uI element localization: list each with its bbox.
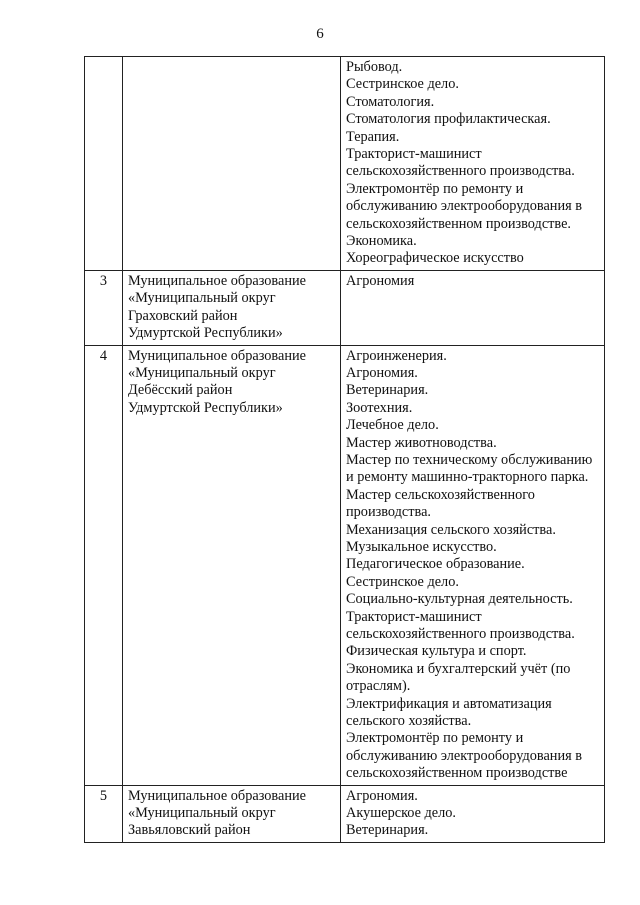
specialty-item: Агрономия.: [346, 364, 418, 381]
specialty-item: Лечебное дело.: [346, 417, 439, 434]
district-name-line: Муниципальное образование: [128, 347, 306, 364]
specialty-item: Социально-культурная деятельность.: [346, 591, 573, 608]
district-name-line: Муниципальное образование: [128, 272, 306, 289]
district-name-line: «Муниципальный округ: [128, 805, 276, 822]
specialty-item: Зоотехния.: [346, 399, 413, 416]
table-row: [85, 57, 605, 271]
specialty-item: Тракторист-машинист сельскохозяйственного производства.: [346, 608, 575, 642]
specialty-item: Стоматология.: [346, 93, 435, 110]
table-row: [85, 345, 605, 785]
specialty-item: Педагогическое образование.: [346, 556, 525, 573]
specialty-item: Музыкальное искусство.: [346, 538, 497, 555]
district-name-line: Дебёсский район: [128, 382, 233, 399]
specialty-item: Мастер животноводства.: [346, 434, 497, 451]
page-number: 6: [316, 26, 324, 42]
specialty-item: Мастер сельскохозяйственного производства.: [346, 486, 535, 521]
specialties-cell: [341, 57, 605, 271]
district-name-line: «Муниципальный округ: [128, 290, 276, 307]
district-name-cell: [123, 57, 341, 271]
district-name-line: Удмуртской Республики»: [128, 399, 283, 416]
specialty-item: Экономика и бухгалтерский учёт (по отраслям).: [346, 660, 571, 695]
specialty-item: Акушерское дело.: [346, 805, 457, 822]
district-name-line: Муниципальное образование: [128, 787, 306, 804]
specialty-item: Электромонтёр по ремонту и обслуживанию электрооборудования в сельскохозяйственном производстве.: [346, 180, 583, 232]
specialty-item: Стоматология профилактическая.: [346, 111, 551, 128]
specialties-cell: [341, 345, 605, 785]
district-name-cell: [123, 270, 341, 345]
district-name-cell: [123, 785, 341, 842]
specialty-item: Агрономия.: [346, 787, 418, 804]
specialty-item: Агрономия: [346, 272, 415, 289]
row-number-cell: 3: [85, 270, 123, 345]
specialty-item: Рыбовод.: [346, 59, 403, 75]
districts-table: [84, 56, 605, 843]
specialty-item: Сестринское дело.: [346, 76, 459, 93]
district-name-line: Удмуртской Республики»: [128, 325, 283, 342]
table-row: [85, 270, 605, 345]
specialty-item: Электромонтёр по ремонту и обслуживанию электрооборудования в сельскохозяйственном производстве: [346, 730, 583, 782]
specialty-item: Хореографическое искусство: [346, 250, 524, 267]
specialty-item: Механизация сельского хозяйства.: [346, 521, 556, 538]
district-name-line: Завьяловский район: [128, 822, 251, 839]
specialty-item: Ветеринария.: [346, 382, 429, 399]
specialty-item: Сестринское дело.: [346, 573, 459, 590]
district-name-line: «Муниципальный округ: [128, 364, 276, 381]
row-number-cell: 4: [85, 345, 123, 785]
specialty-item: Ветеринария.: [346, 822, 429, 839]
row-number-cell: 5: [85, 785, 123, 842]
specialty-item: Физическая культура и спорт.: [346, 643, 527, 660]
table-row: [85, 785, 605, 842]
specialties-cell: [341, 785, 605, 842]
specialty-item: Агроинженерия.: [346, 347, 447, 364]
specialty-item: Мастер по техническому обслуживанию и ремонту машинно-тракторного парка.: [346, 451, 593, 486]
specialty-item: Экономика.: [346, 233, 417, 250]
district-name-cell: [123, 345, 341, 785]
specialty-item: Терапия.: [346, 128, 400, 145]
specialties-cell: [341, 270, 605, 345]
specialty-item: Электрификация и автоматизация сельского хозяйства.: [346, 695, 552, 730]
district-name-line: Граховский район: [128, 307, 238, 324]
specialty-item: Тракторист-машинист сельскохозяйственного производства.: [346, 146, 575, 180]
row-number-cell: [85, 57, 123, 271]
